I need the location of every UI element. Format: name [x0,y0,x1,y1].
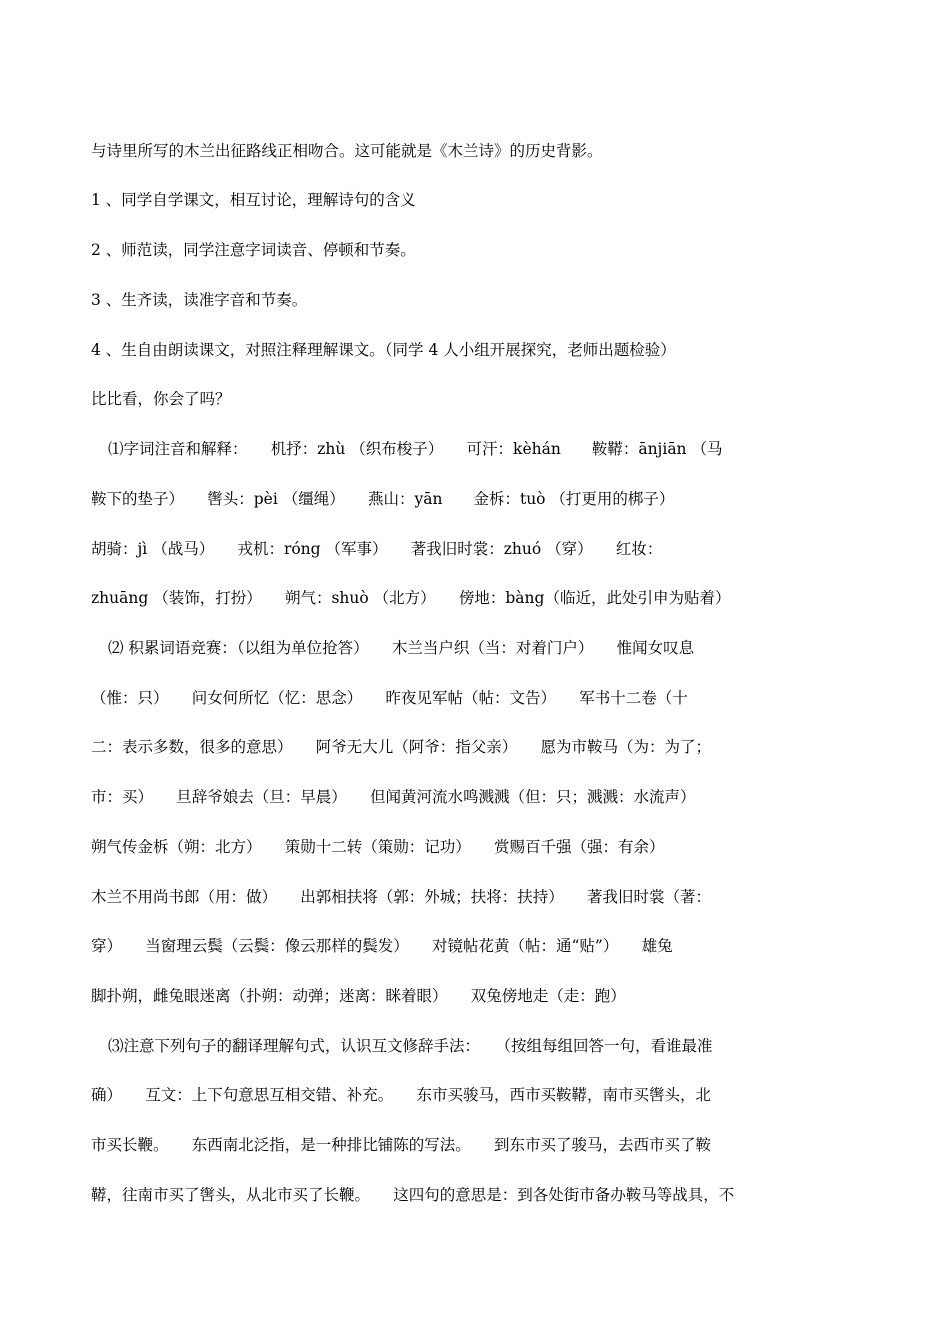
prompt-line: 比比看，你会了吗？ [91,390,231,408]
competition-line: 脚扑朔，雌兔眼迷离（扑朔：动弹；迷离：眯着眼） 双兔傍地走（走：跑） [91,987,626,1005]
vocab-line: 胡骑：jì （战马） 戎机：róng （军事） 著我旧时裳：zhuó （穿） 红妆： [91,540,663,558]
translation-line: 确） 互文：上下句意思互相交错、补充。 东市买骏马，西市买鞍鞯，南市买辔头，北 [91,1086,712,1104]
competition-line: 穿） 当窗理云鬓（云鬓：像云那样的鬓发） 对镜帖花黄（帖：通“贴”） 雄兔 [91,937,673,955]
competition-line: 朔气传金柝（朔：北方） 策勋十二转（策勋：记功） 赏赐百千强（强：有余） [91,838,665,856]
competition-line: 市：买） 旦辞爷娘去（旦：早晨） 但闻黄河流水鸣溅溅（但：只；溅溅：水流声） [91,788,696,806]
competition-line: ⑵ 积累词语竞赛：（以组为单位抢答） 木兰当户织（当：对着门户） 惟闻女叹息 [108,639,695,657]
step-1-line: 1 、同学自学课文，相互讨论，理解诗句的含义 [91,191,416,209]
step-3-line: 3 、生齐读，读准字音和节奏。 [91,291,308,309]
competition-line: 二：表示多数，很多的意思） 阿爷无大儿（阿爷：指父亲） 愿为市鞍马（为：为了； [91,738,712,756]
translation-line: 鞯，往南市买了辔头，从北市买了长鞭。 这四句的意思是：到各处街市备办鞍马等战具，不 [91,1186,735,1204]
competition-line: （惟：只） 问女何所忆（忆：思念） 昨夜见军帖（帖：文告） 军书十二卷（十 [91,689,688,707]
vocab-line: zhuāng （装饰，打扮） 朔气：shuò （北方） 傍地：bàng（临近，此处引申为贴着） [91,589,731,607]
translation-line: ⑶注意下列句子的翻译理解句式，认识互文修辞手法： （按组每组回答一句，看谁最准 [108,1037,713,1055]
competition-line: 木兰不用尚书郎（用：做） 出郭相扶将（郭：外城；扶将：扶持） 著我旧时裳（著： [91,888,712,906]
step-4-line: 4 、生自由朗读课文，对照注释理解课文。（同学 4 人小组开展探究，老师出题检验） [91,341,676,359]
paragraph-line: 与诗里所写的木兰出征路线正相吻合。这可能就是《木兰诗》的历史背影。 [91,142,603,160]
translation-line: 市买长鞭。 东西南北泛指，是一种排比铺陈的写法。 到东市买了骏马，去西市买了鞍 [91,1136,712,1154]
vocab-line: ⑴字词注音和解释： 机抒：zhù （织布梭子） 可汗：kèhán 鞍鞯：ānjiān （马 [108,440,723,458]
step-2-line: 2 、师范读，同学注意字词读音、停顿和节奏。 [91,241,416,259]
vocab-line: 鞍下的垫子） 辔头：pèi （缰绳） 燕山：yān 金柝：tuò （打更用的梆子） [91,490,675,508]
